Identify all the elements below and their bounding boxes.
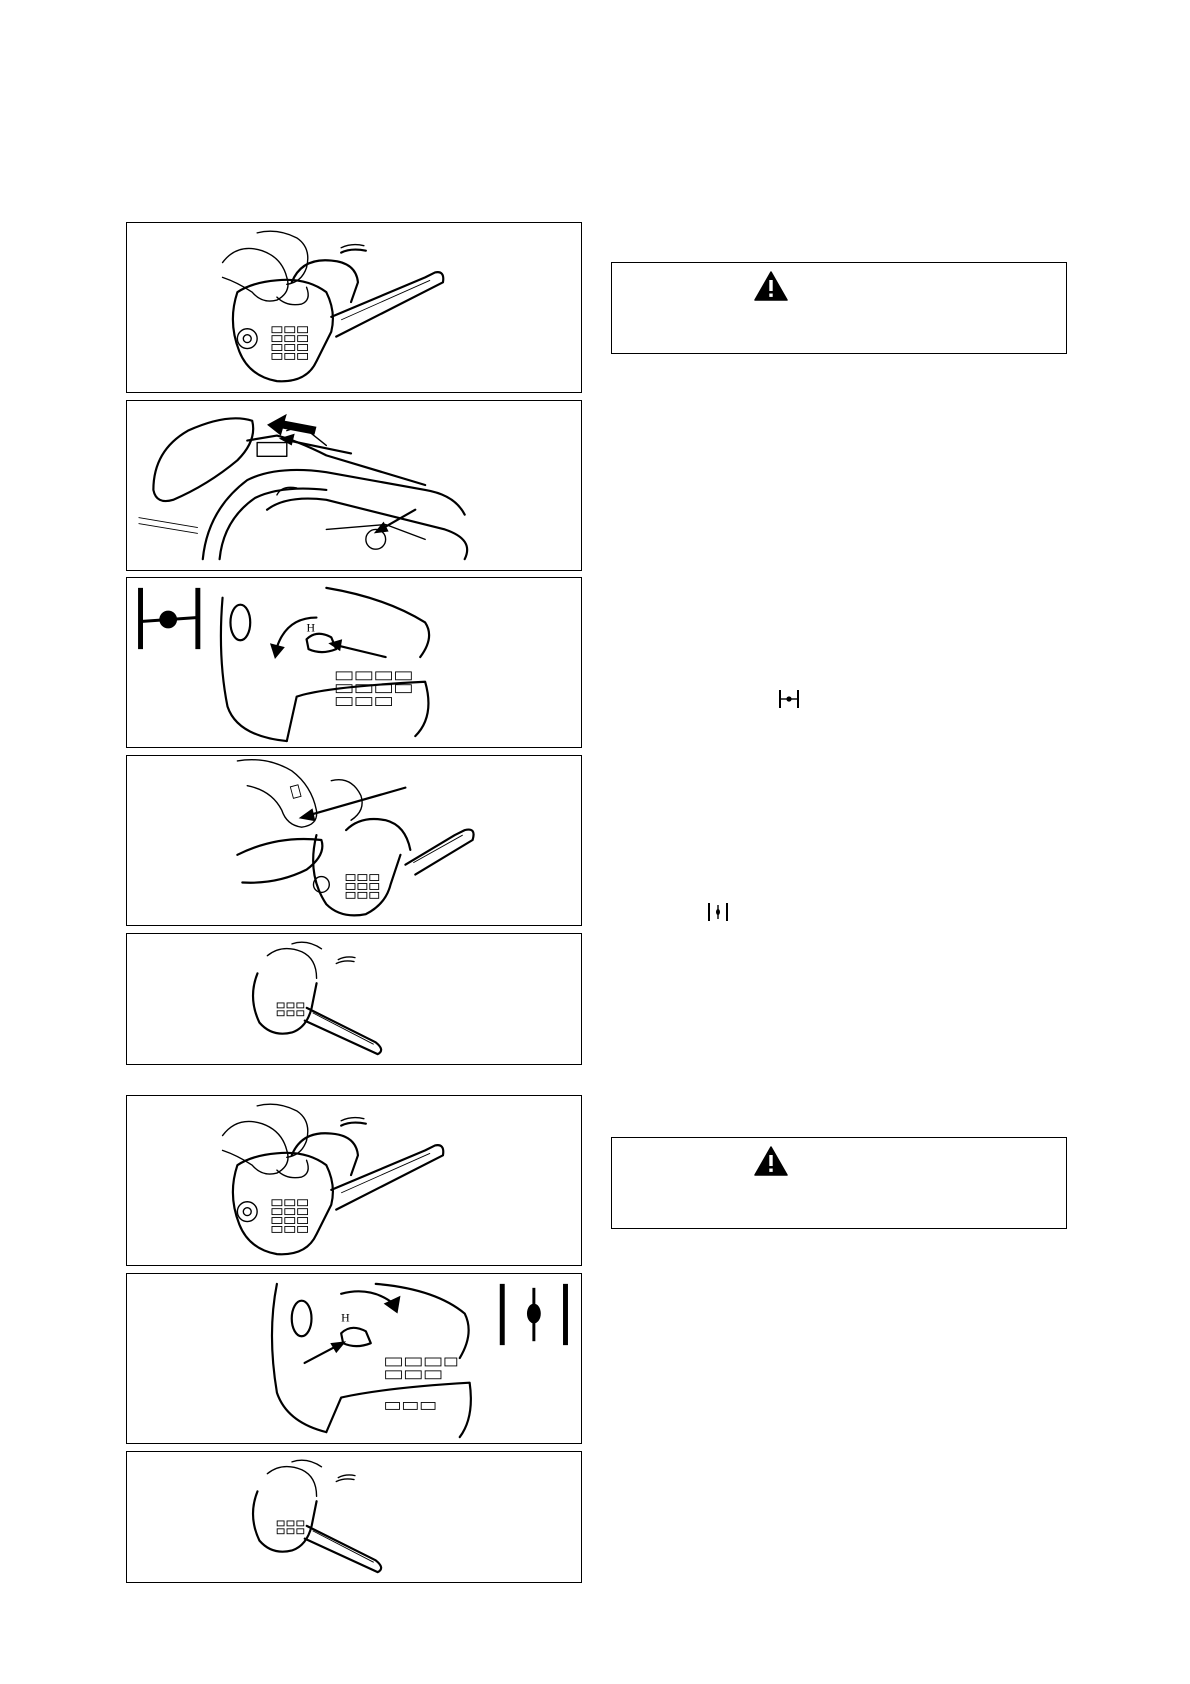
- warning-box-1: [611, 262, 1067, 354]
- choke-closed-symbol-icon: [778, 689, 800, 709]
- choke-lever-open-icon: [127, 1274, 581, 1443]
- chainsaw-pull-start-icon: [127, 223, 581, 392]
- figure-panel-5: [126, 933, 582, 1065]
- warning-triangle-icon: [754, 271, 788, 301]
- figure-panel-4: [126, 755, 582, 926]
- figure-panel-8: [126, 1451, 582, 1583]
- chainsaw-idle-small-icon: [127, 1452, 581, 1582]
- figure-panel-7: [126, 1273, 582, 1444]
- svg-text:H: H: [306, 620, 316, 635]
- warning-box-2: [611, 1137, 1067, 1229]
- chainsaw-pull-start-icon: [127, 1096, 581, 1265]
- figure-panel-3: [126, 577, 582, 748]
- svg-text:H: H: [341, 1310, 350, 1325]
- figure-panel-2: [126, 400, 582, 571]
- figure-panel-6: [126, 1095, 582, 1266]
- warning-triangle-icon: [754, 1146, 788, 1176]
- primer-pump-icon: [127, 756, 581, 925]
- chainsaw-idle-small-icon: [127, 934, 581, 1064]
- chain-brake-guard-icon: [127, 401, 581, 570]
- figure-panel-1: [126, 222, 582, 393]
- choke-open-symbol-icon: [707, 902, 729, 922]
- choke-lever-closed-icon: [127, 578, 581, 747]
